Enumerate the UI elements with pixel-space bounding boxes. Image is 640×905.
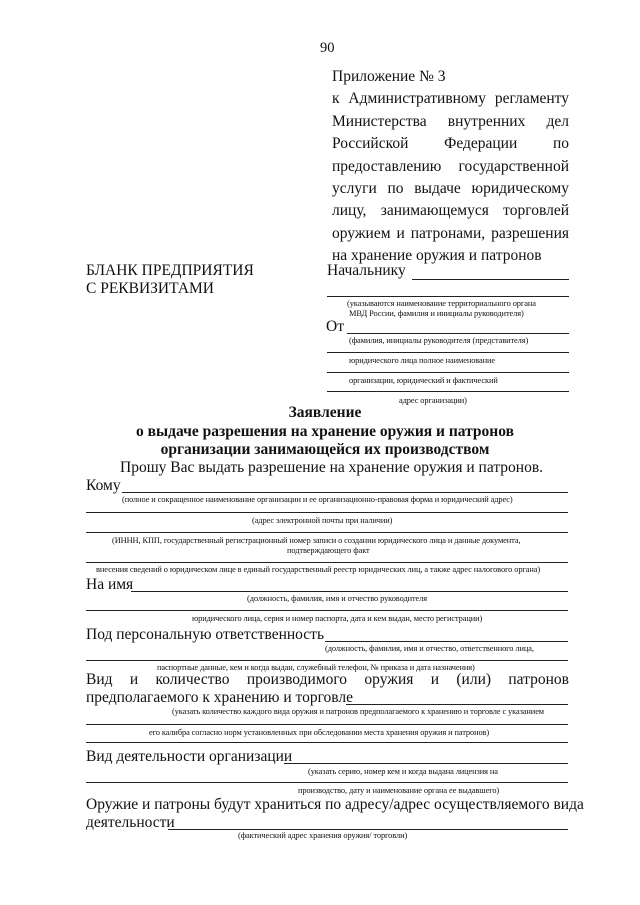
activity-field[interactable] bbox=[284, 763, 568, 764]
egrul-hint: внесения сведений о юридическом лице в единый государственный реестр юридических лиц, а также адрес налогового органа) bbox=[96, 565, 541, 574]
weapon-type-hint: (указать количество каждого вида оружия и патронов предполагаемого к хранению и торговле с указанием bbox=[172, 707, 545, 716]
letterhead-line: С РЕКВИЗИТАМИ bbox=[86, 280, 214, 297]
storage-field[interactable] bbox=[168, 829, 568, 830]
letterhead-line: БЛАНК ПРЕДПРИЯТИЯ bbox=[86, 262, 254, 279]
chief-hint: МВД России, фамилия и инициалы руководителя) bbox=[349, 309, 524, 318]
appendix-line: на хранение оружия и патронов bbox=[332, 247, 542, 265]
name-hint: (должность, фамилия, имя и отчество руководителя bbox=[247, 594, 428, 603]
chief-hint: (указываются наименование территориального органа bbox=[347, 299, 536, 308]
activity-hint: (указать серию, номер кем и когда выдана лицензия на bbox=[308, 767, 498, 776]
to-field[interactable] bbox=[122, 492, 568, 493]
storage-hint: (фактический адрес хранения оружия/ торговли) bbox=[238, 831, 408, 840]
name-label: На имя bbox=[86, 576, 134, 593]
chief-label: Начальнику bbox=[327, 262, 406, 279]
document-title: организации занимающейся их производством bbox=[160, 441, 490, 458]
org-hint: организации, юридический и фактический bbox=[349, 376, 498, 385]
caliber-field-line[interactable] bbox=[86, 742, 568, 743]
appendix-title: Приложение № 3 bbox=[332, 68, 446, 85]
responsibility-hint: (должность, фамилия, имя и отчество, ответственного лица, bbox=[325, 644, 534, 653]
org-hint: юридического лица полное наименование bbox=[349, 356, 496, 365]
inn-hint: подтверждающего факт bbox=[287, 546, 370, 555]
org-hint: адрес организации) bbox=[399, 396, 467, 405]
from-field[interactable] bbox=[347, 333, 569, 334]
to-hint: (полное и сокращенное наименование организации и ее организационно-правовая форма и юридический адрес) bbox=[122, 495, 513, 504]
appendix-line: Российской Федерации по bbox=[332, 135, 569, 153]
weapon-type-label: Вид и количество производимого оружия и (или) патронов bbox=[86, 671, 569, 688]
egrul-field[interactable] bbox=[86, 562, 568, 563]
caliber-hint: его калибра согласно норм установленных при обследовании места хранения оружия и патронов) bbox=[149, 728, 490, 737]
document-title: Заявление bbox=[288, 404, 362, 421]
responsibility-label: Под персональную ответственность bbox=[86, 626, 325, 643]
storage-label: Оружие и патроны будут храниться по адресу/адрес осуществляемого вида bbox=[86, 796, 584, 813]
passport-hint: юридического лица, серия и номер паспорта, дата и кем выдан, место регистрации) bbox=[192, 614, 483, 623]
org-field-line[interactable] bbox=[327, 391, 569, 392]
appendix-line: к Административному регламенту bbox=[332, 90, 569, 108]
weapon-type-label: предполагаемого к хранению и торговле bbox=[86, 689, 354, 706]
appendix-line: Министерства внутренних дел bbox=[332, 112, 569, 130]
chief-field[interactable] bbox=[412, 279, 569, 280]
chief-field-line[interactable] bbox=[327, 296, 569, 297]
storage-label: деятельности bbox=[86, 814, 175, 831]
from-label: От bbox=[326, 318, 344, 335]
responsibility-field[interactable] bbox=[325, 641, 568, 642]
document-title: о выдаче разрешения на хранение оружия и патронов bbox=[136, 423, 514, 440]
name-field[interactable] bbox=[131, 591, 568, 592]
email-field[interactable] bbox=[86, 512, 568, 513]
activity-field-line[interactable] bbox=[86, 782, 568, 783]
email-hint: (адрес электронной почты при наличии) bbox=[252, 516, 393, 525]
activity-label: Вид деятельности организации bbox=[86, 748, 293, 765]
from-field-line[interactable] bbox=[327, 352, 569, 353]
caliber-field[interactable] bbox=[86, 724, 568, 725]
to-label: Кому bbox=[86, 477, 121, 494]
inn-hint: (ИННН, КПП, государственный регистрационный номер записи о создании юридического лица и данные документа, bbox=[112, 536, 521, 545]
appendix-line: услуги по выдаче юридическому bbox=[332, 180, 569, 198]
org-field-line[interactable] bbox=[327, 372, 569, 373]
request-text: Прошу Вас выдать разрешение на хранение оружия и патронов. bbox=[120, 459, 544, 476]
appendix-block bbox=[332, 66, 569, 268]
appendix-line: лицу, занимающемуся торговлей bbox=[332, 202, 569, 220]
responsibility-field-line[interactable] bbox=[86, 660, 568, 661]
responsibility-hint: паспортные данные, кем и когда выдан, служебный телефон, № приказа и дата назначения) bbox=[157, 663, 475, 672]
activity-hint: производство, дату и наименование органа ее выдавшего) bbox=[298, 786, 500, 795]
page-number: 90 bbox=[320, 40, 335, 56]
inn-field[interactable] bbox=[86, 532, 568, 533]
appendix-line: оружием и патронами, разрешения bbox=[332, 224, 569, 242]
appendix-line: предоставлению государственной bbox=[332, 157, 569, 175]
weapon-type-field[interactable] bbox=[346, 704, 568, 705]
passport-field[interactable] bbox=[86, 610, 568, 611]
from-hint: (фамилия, инициалы руководителя (представителя) bbox=[349, 336, 529, 345]
